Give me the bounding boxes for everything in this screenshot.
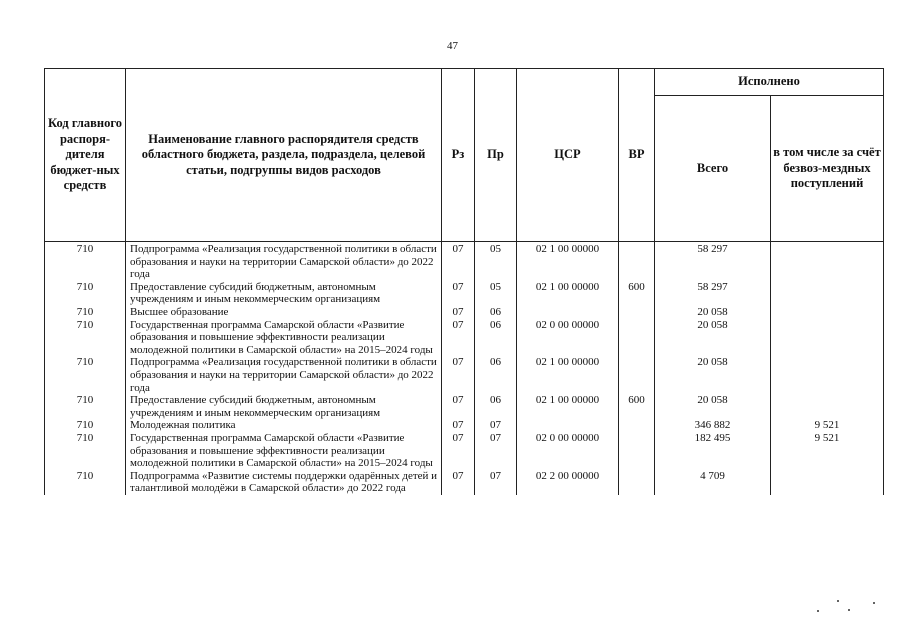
page-number: 47 xyxy=(447,40,458,52)
cell-total: 58 297 xyxy=(655,281,771,306)
cell-gratuitous: 9 521 xyxy=(771,432,884,470)
cell-pr: 07 xyxy=(475,432,517,470)
cell-csr: 02 1 00 00000 xyxy=(517,281,619,306)
cell-code: 710 xyxy=(45,319,126,357)
cell-pr: 06 xyxy=(475,319,517,357)
cell-vr: 600 xyxy=(619,281,655,306)
cell-csr: 02 2 00 00000 xyxy=(517,470,619,495)
table-row xyxy=(45,394,884,419)
cell-vr xyxy=(619,356,655,394)
table-header xyxy=(45,69,884,242)
cell-name: Предоставление субсидий бюджетным, автономным учреждениям и иным некоммерческим организациям xyxy=(126,281,442,306)
cell-pr: 05 xyxy=(475,281,517,306)
cell-name: Государственная программа Самарской области «Развитие образования и повышение эффективности реализации молодежной политики в Самарской области» на 2015–2024 годы xyxy=(126,432,442,470)
header-gratuitous: в том числе за счёт безвоз-мездных поступлений xyxy=(771,96,884,242)
cell-code: 710 xyxy=(45,470,126,495)
table-row xyxy=(45,281,884,306)
cell-name: Государственная программа Самарской области «Развитие образования и повышение эффективности реализации молодежной политики в Самарской области» на 2015–2024 годы xyxy=(126,319,442,357)
cell-total: 20 058 xyxy=(655,306,771,319)
cell-pr: 07 xyxy=(475,470,517,495)
cell-pr: 07 xyxy=(475,419,517,432)
cell-csr: 02 1 00 00000 xyxy=(517,394,619,419)
cell-total: 346 882 xyxy=(655,419,771,432)
cell-rz: 07 xyxy=(442,419,475,432)
cell-name: Высшее образование xyxy=(126,306,442,319)
cell-pr: 06 xyxy=(475,306,517,319)
cell-gratuitous xyxy=(771,319,884,357)
cell-vr xyxy=(619,306,655,319)
cell-rz: 07 xyxy=(442,394,475,419)
header-name: Наименование главного распорядителя средств областного бюджета, раздела, подраздела, целевой статьи, подгруппы видов расходов xyxy=(126,69,442,242)
cell-code: 710 xyxy=(45,242,126,281)
cell-rz: 07 xyxy=(442,281,475,306)
cell-csr: 02 0 00 00000 xyxy=(517,319,619,357)
cell-gratuitous: 9 521 xyxy=(771,419,884,432)
cell-code: 710 xyxy=(45,356,126,394)
header-rz: Рз xyxy=(442,69,475,242)
cell-vr xyxy=(619,432,655,470)
cell-csr: 02 1 00 00000 xyxy=(517,242,619,281)
cell-name: Подпрограмма «Развитие системы поддержки одарённых детей и талантливой молодёжи в Самарской области» до 2022 года xyxy=(126,470,442,495)
cell-total: 182 495 xyxy=(655,432,771,470)
cell-pr: 06 xyxy=(475,394,517,419)
table-row xyxy=(45,470,884,495)
cell-rz: 07 xyxy=(442,432,475,470)
header-code: Код главного распоря-дителя бюджет-ных средств xyxy=(45,69,126,242)
table-row xyxy=(45,356,884,394)
budget-table xyxy=(44,68,884,495)
cell-total: 20 058 xyxy=(655,319,771,357)
cell-total: 4 709 xyxy=(655,470,771,495)
table-row xyxy=(45,242,884,281)
header-executed: Исполнено xyxy=(655,69,884,96)
cell-vr: 600 xyxy=(619,394,655,419)
header-total: Всего xyxy=(655,96,771,242)
header-csr: ЦСР xyxy=(517,69,619,242)
scan-specks xyxy=(815,596,885,616)
cell-pr: 06 xyxy=(475,356,517,394)
cell-name: Подпрограмма «Реализация государственной политики в области образования и науки на территории Самарской области» до 2022 года xyxy=(126,242,442,281)
table-row xyxy=(45,432,884,470)
cell-gratuitous xyxy=(771,306,884,319)
cell-code: 710 xyxy=(45,432,126,470)
table-row xyxy=(45,306,884,319)
cell-name: Подпрограмма «Реализация государственной политики в области образования и науки на территории Самарской области» до 2022 года xyxy=(126,356,442,394)
cell-gratuitous xyxy=(771,242,884,281)
cell-name: Предоставление субсидий бюджетным, автономным учреждениям и иным некоммерческим организациям xyxy=(126,394,442,419)
cell-rz: 07 xyxy=(442,356,475,394)
cell-rz: 07 xyxy=(442,319,475,357)
cell-vr xyxy=(619,242,655,281)
cell-rz: 07 xyxy=(442,242,475,281)
cell-code: 710 xyxy=(45,394,126,419)
cell-code: 710 xyxy=(45,281,126,306)
cell-code: 710 xyxy=(45,306,126,319)
header-vr: ВР xyxy=(619,69,655,242)
cell-gratuitous xyxy=(771,356,884,394)
cell-gratuitous xyxy=(771,394,884,419)
table-row xyxy=(45,319,884,357)
cell-code: 710 xyxy=(45,419,126,432)
table-body xyxy=(45,242,884,495)
cell-gratuitous xyxy=(771,281,884,306)
cell-total: 58 297 xyxy=(655,242,771,281)
cell-gratuitous xyxy=(771,470,884,495)
cell-total: 20 058 xyxy=(655,356,771,394)
cell-csr: 02 1 00 00000 xyxy=(517,356,619,394)
cell-csr xyxy=(517,419,619,432)
cell-name: Молодежная политика xyxy=(126,419,442,432)
cell-vr xyxy=(619,470,655,495)
cell-vr xyxy=(619,419,655,432)
cell-rz: 07 xyxy=(442,470,475,495)
cell-total: 20 058 xyxy=(655,394,771,419)
cell-csr: 02 0 00 00000 xyxy=(517,432,619,470)
header-pr: Пр xyxy=(475,69,517,242)
cell-csr xyxy=(517,306,619,319)
cell-vr xyxy=(619,319,655,357)
cell-rz: 07 xyxy=(442,306,475,319)
table-row xyxy=(45,419,884,432)
cell-pr: 05 xyxy=(475,242,517,281)
